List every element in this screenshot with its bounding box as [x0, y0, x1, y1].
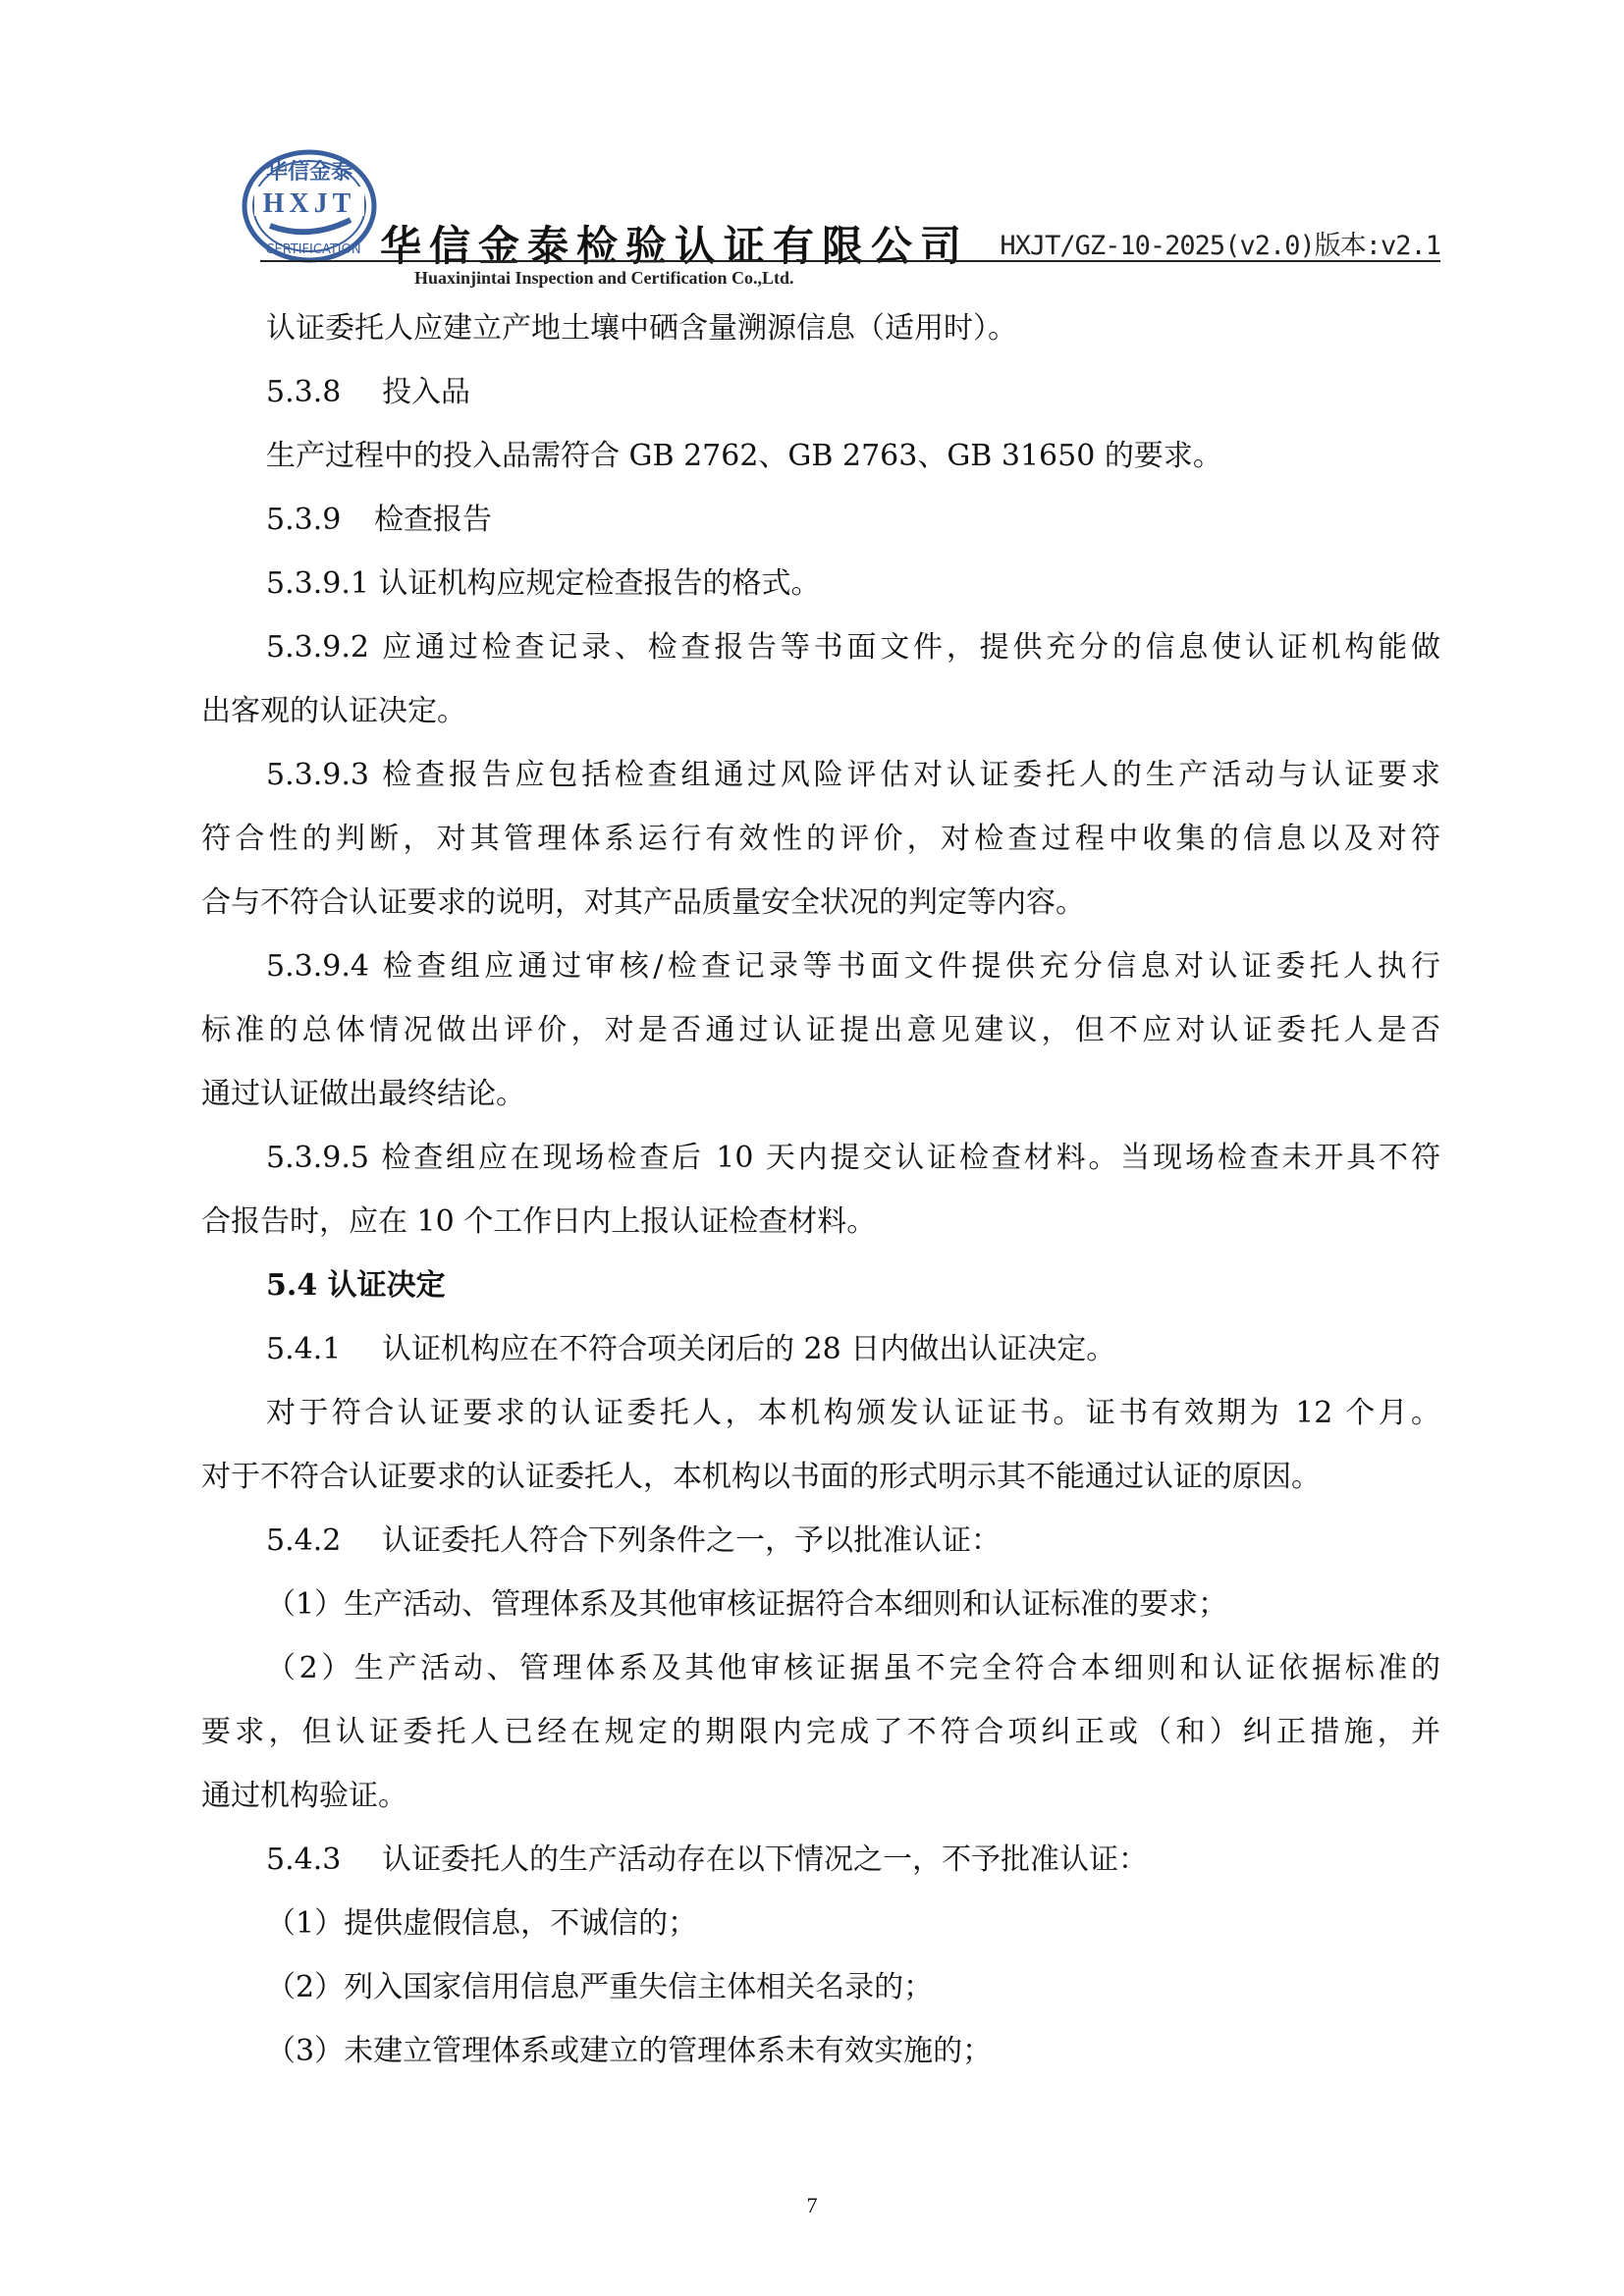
clause-text: 认证委托人的生产活动存在以下情况之一，不予批准认证：	[382, 1842, 1148, 1877]
section-number: 5.3.8	[266, 375, 342, 409]
logo-text-top: 华信金泰	[265, 160, 353, 185]
section-number: 5.3.9	[266, 503, 342, 537]
logo-text-bottom: CERTIFICATION	[265, 242, 361, 257]
clause-5-3-9-5-line-1: 5.3.9.5 检查组应在现场检查后 10 天内提交认证检查材料。当现场检查未开具不符	[266, 1141, 1440, 1175]
logo-text-mid: HXJT	[262, 188, 356, 219]
section-number: 5.4.2	[266, 1523, 342, 1558]
company-name-en: Huaxinjintai Inspection and Certification Co.,Ltd.	[414, 268, 794, 288]
company-logo	[241, 147, 378, 265]
section-number: 5.4.1	[266, 1332, 342, 1366]
paragraph-certificate-issue: 对于符合认证要求的认证委托人，本机构颁发认证证书。证书有效期为 12 个月。	[266, 1396, 1440, 1430]
clause-5-3-9-3-line-3: 合与不符合认证要求的说明，对其产品质量安全状况的判定等内容。	[201, 885, 1085, 920]
header-divider	[260, 260, 1440, 262]
clause-5-3-9-2-line-1: 5.3.9.2 应通过检查记录、检查报告等书面文件，提供充分的信息使认证机构能做	[266, 630, 1440, 665]
list-item-5-4-2-2-line-2: 要求，但认证委托人已经在规定的期限内完成了不符合项纠正或（和）纠正措施，并	[201, 1715, 1440, 1749]
section-number: 5.4.3	[266, 1842, 342, 1877]
clause-5-3-9-3-line-1: 5.3.9.3 检查报告应包括检查组通过风险评估对认证委托人的生产活动与认证要求	[266, 758, 1440, 792]
clause-5-4-1	[201, 1317, 1440, 1381]
list-item-5-4-3-2: （2）列入国家信用信息严重失信主体相关名录的；	[266, 1970, 934, 2004]
clause-5-4-2	[201, 1509, 1440, 1573]
paragraph-inputs: 生产过程中的投入品需符合 GB 2762、GB 2763、GB 31650 的要求。	[266, 439, 1222, 473]
page-header	[201, 137, 1440, 294]
section-title: 检查报告	[374, 503, 492, 537]
clause-5-3-9-1: 5.3.9.1 认证机构应规定检查报告的格式。	[266, 566, 821, 601]
paragraph-certificate-reject: 对于不符合认证要求的认证委托人，本机构以书面的形式明示其不能通过认证的原因。	[201, 1460, 1321, 1494]
list-item-5-4-2-1: （1）生产活动、管理体系及其他审核证据符合本细则和认证标准的要求；	[266, 1587, 1228, 1622]
clause-5-4-3	[201, 1828, 1440, 1892]
document-code: HXJT/GZ-10-2025(v2.0)版本:v2.1	[1000, 231, 1440, 261]
page-number: 7	[806, 2193, 818, 2217]
list-item-5-4-3-3: （3）未建立管理体系或建立的管理体系未有效实施的；	[266, 2034, 993, 2068]
section-5-3-8-heading	[201, 360, 1440, 424]
list-item-5-4-3-1: （1）提供虚假信息，不诚信的；	[266, 1906, 698, 1941]
list-item-5-4-2-2-line-3: 通过机构验证。	[201, 1779, 407, 1813]
clause-text: 认证委托人符合下列条件之一，予以批准认证：	[382, 1523, 1001, 1558]
document-body	[201, 296, 1440, 2083]
clause-5-3-9-5-line-2: 合报告时，应在 10 个工作日内上报认证检查材料。	[201, 1204, 877, 1239]
list-item-5-4-2-2-line-1: （2）生产活动、管理体系及其他审核证据虽不完全符合本细则和认证依据标准的	[266, 1651, 1440, 1685]
clause-5-3-9-4-line-2: 标准的总体情况做出评价，对是否通过认证提出意见建议，但不应对认证委托人是否	[201, 1013, 1440, 1047]
section-title: 投入品	[382, 375, 470, 409]
section-5-3-9-heading	[201, 488, 1440, 552]
clause-5-3-9-4-line-3: 通过认证做出最终结论。	[201, 1077, 525, 1111]
section-5-4-heading: 5.4 认证决定	[266, 1268, 446, 1303]
clause-5-3-9-2-line-2: 出客观的认证决定。	[201, 694, 466, 728]
clause-5-3-9-4-line-1: 5.3.9.4 检查组应通过审核/检查记录等书面文件提供充分信息对认证委托人执行	[266, 949, 1440, 984]
company-name-cn: 华信金泰检验认证有限公司	[380, 222, 970, 270]
clause-5-3-9-3-line-2: 符合性的判断，对其管理体系运行有效性的评价，对检查过程中收集的信息以及对符	[201, 822, 1440, 856]
paragraph-soil-selenium: 认证委托人应建立产地土壤中硒含量溯源信息（适用时）。	[266, 311, 1017, 346]
clause-text: 认证机构应在不符合项关闭后的 28 日内做出认证决定。	[382, 1332, 1116, 1366]
